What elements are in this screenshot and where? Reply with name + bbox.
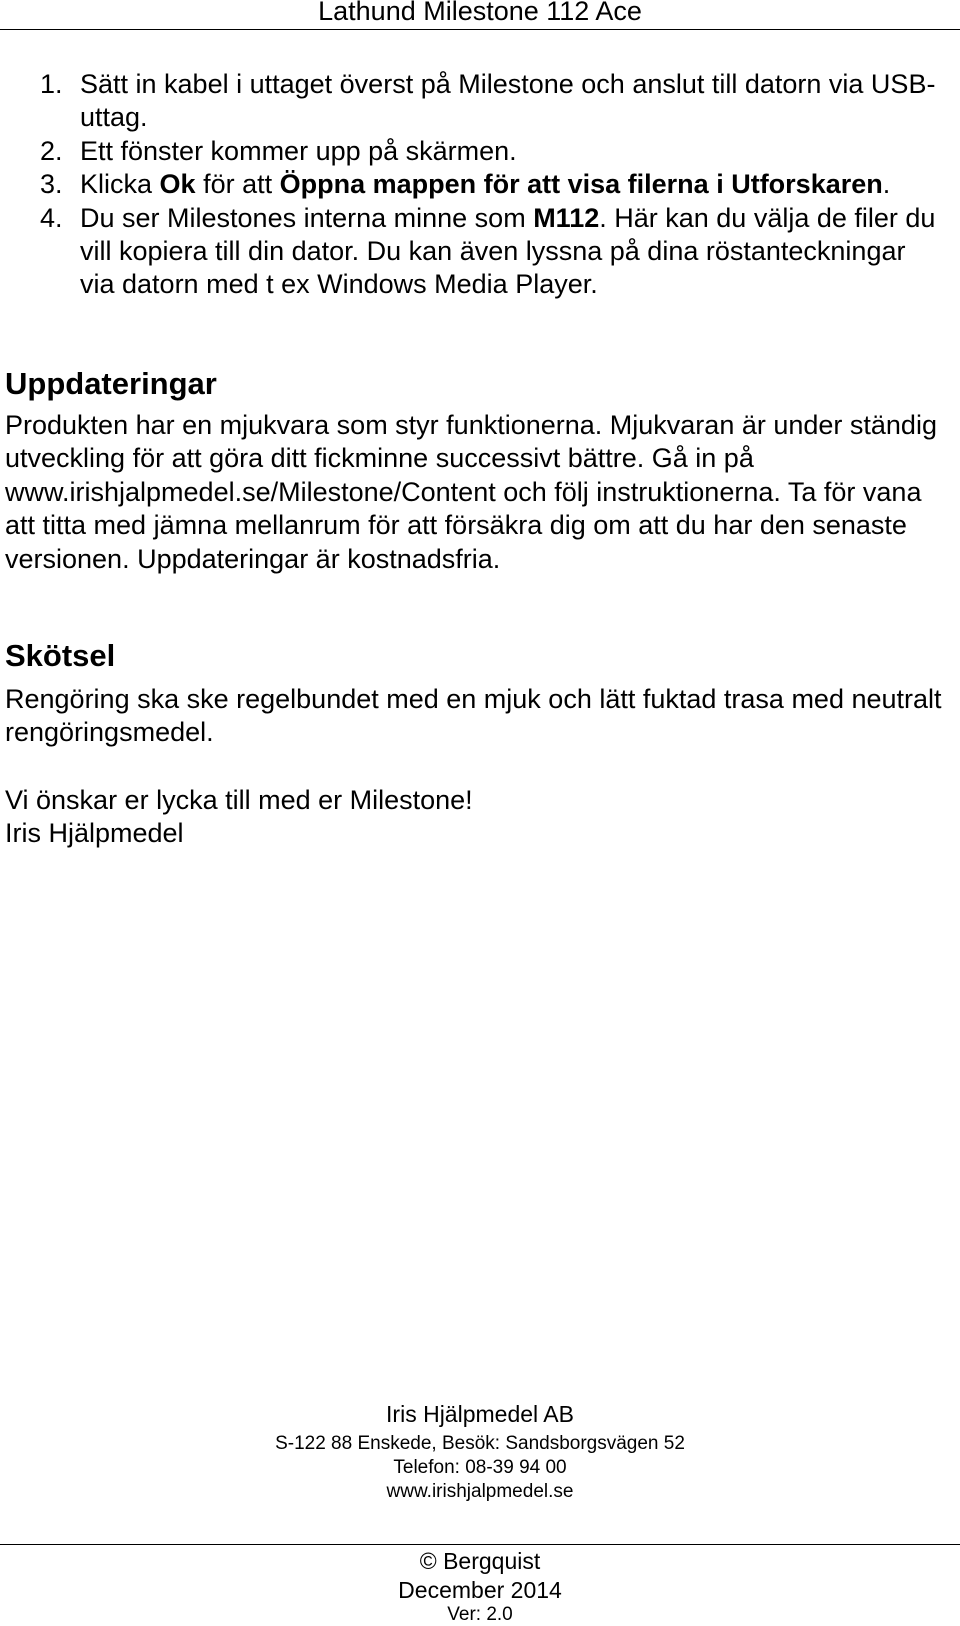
instruction-steps bbox=[0, 68, 960, 302]
step-text: Du ser Milestones interna minne som bbox=[80, 202, 534, 233]
updates-heading: Uppdateringar bbox=[5, 366, 217, 401]
footer-version: Ver: 2.0 bbox=[447, 1604, 513, 1625]
footer-company-name: Iris Hjälpmedel AB bbox=[386, 1401, 574, 1427]
footer-address: S-122 88 Enskede, Besök: Sandsborgsvägen 52 bbox=[275, 1433, 685, 1454]
step-number: 1. bbox=[40, 69, 63, 99]
step-text: Sätt in kabel i uttaget överst på Milestone och anslut till datorn via USB-uttag. bbox=[80, 69, 936, 133]
closing-greeting: Vi önskar er lycka till med er Milestone! bbox=[5, 785, 473, 815]
closing-signature: Iris Hjälpmedel bbox=[5, 818, 184, 848]
footer-date: December 2014 bbox=[398, 1577, 562, 1603]
updates-paragraph: Produkten har en mjukvara som styr funktionerna. Mjukvaran är under ständig utveckling för att göra ditt fickminne successivt bättre. Gå in på www.irishjalpmedel.se/Milestone/Content och följ instruktionerna. Ta för vana att titta med jämna mellanrum för att försäkra dig om att du har den senaste versionen. Uppdateringar är kostnadsfria. bbox=[5, 410, 937, 574]
document-header-title: Lathund Milestone 112 Ace bbox=[318, 0, 642, 26]
instruction-step bbox=[0, 135, 960, 168]
instruction-step bbox=[0, 202, 960, 302]
footer-copyright: © Bergquist bbox=[419, 1548, 541, 1574]
footer-website: www.irishjalpmedel.se bbox=[386, 1481, 574, 1502]
instruction-step bbox=[0, 68, 960, 135]
care-heading: Skötsel bbox=[5, 638, 116, 673]
step-text: . Här kan du välja de filer du vill kopiera till din dator. Du kan även lyssna på dina röstanteckningar via datorn med t ex Windows Media Player. bbox=[80, 202, 936, 300]
step-emphasis: M112 bbox=[533, 202, 600, 233]
step-text: Ett fönster kommer upp på skärmen. bbox=[80, 135, 517, 166]
header-rule bbox=[0, 29, 960, 30]
step-emphasis: Ok bbox=[159, 169, 196, 200]
step-emphasis: Öppna mappen för att visa filerna i Utforskaren bbox=[279, 169, 883, 200]
step-text: för att bbox=[195, 169, 280, 200]
instruction-step bbox=[0, 168, 960, 201]
step-number: 2. bbox=[40, 135, 63, 166]
care-paragraph: Rengöring ska ske regelbundet med en mjuk och lätt fuktad trasa med neutralt rengöringsmedel. bbox=[5, 684, 942, 748]
footer-phone: Telefon: 08-39 94 00 bbox=[393, 1457, 567, 1478]
step-text: . bbox=[882, 169, 891, 200]
step-text: Klicka bbox=[80, 169, 160, 200]
step-number: 3. bbox=[40, 169, 63, 200]
footer-rule bbox=[0, 1544, 960, 1545]
step-number: 4. bbox=[40, 202, 63, 233]
